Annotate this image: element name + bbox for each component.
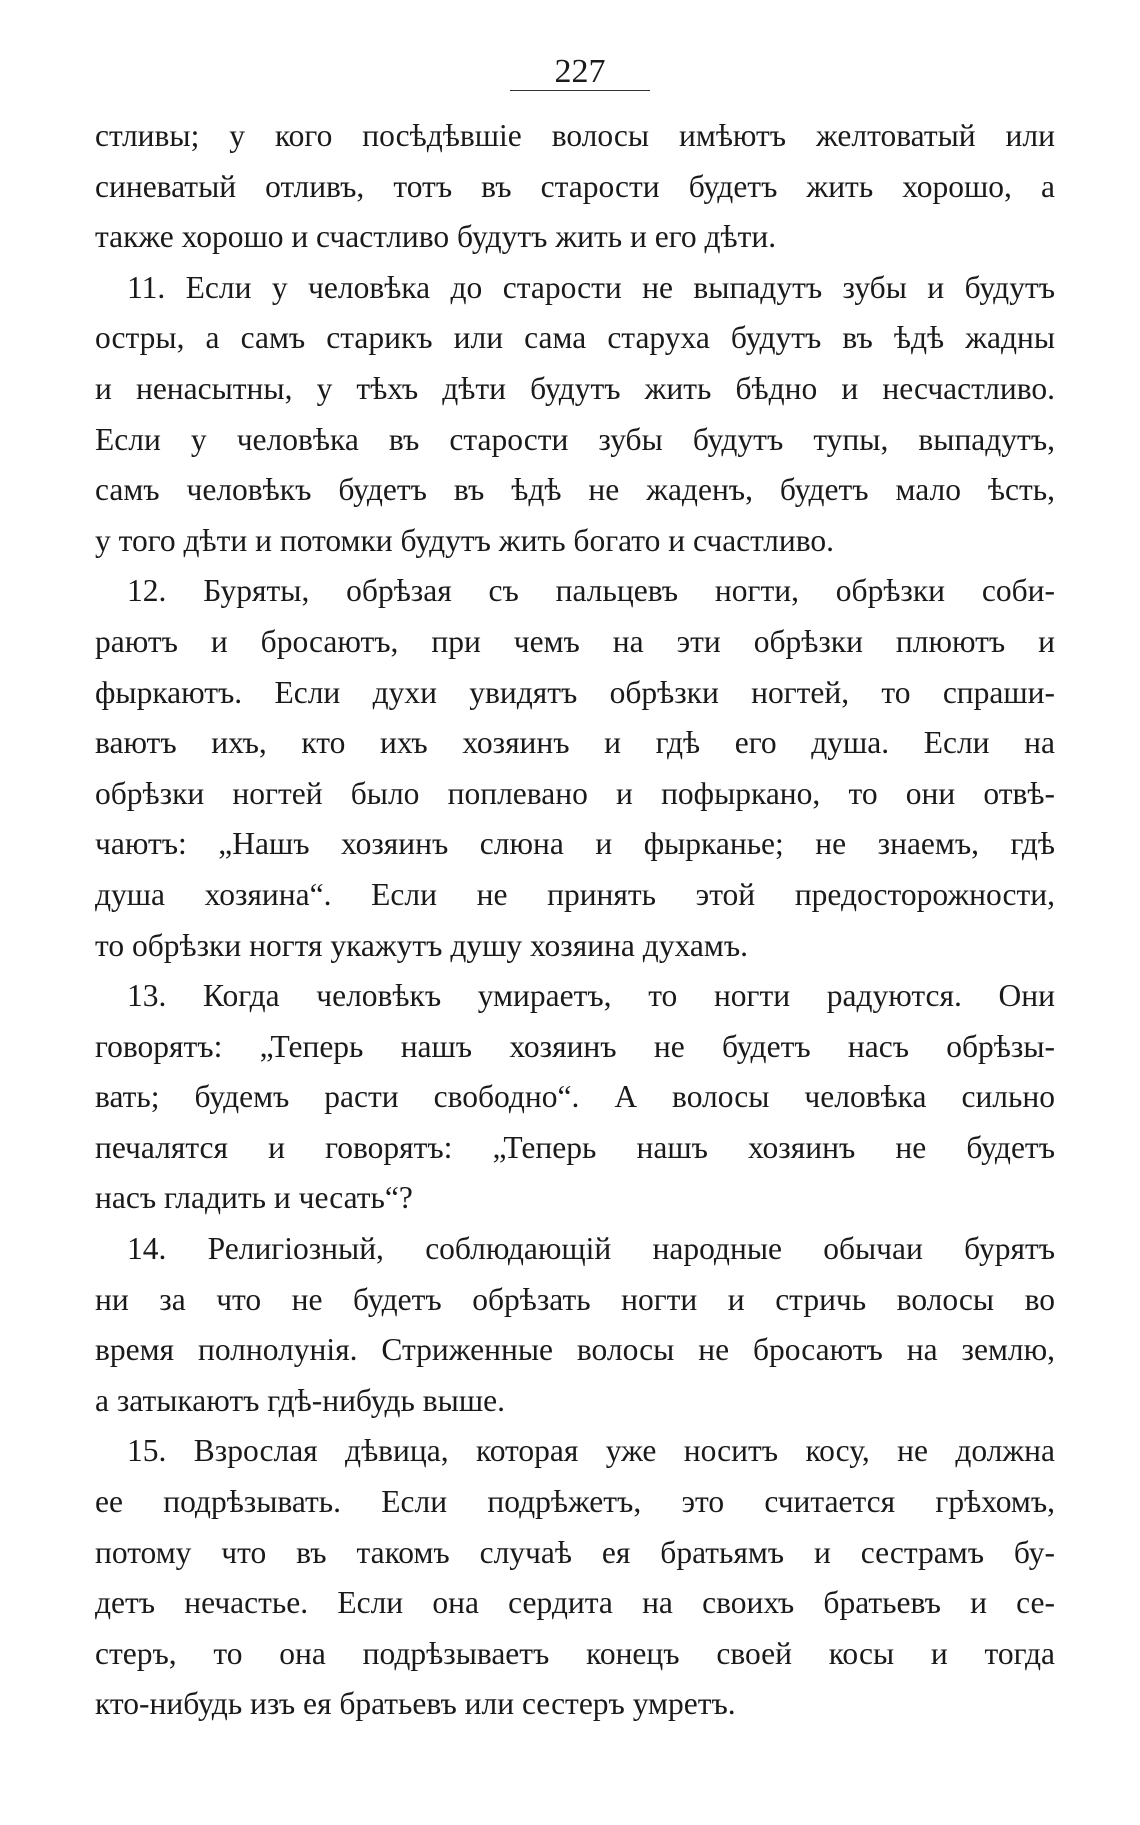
text-line: то обрѣзки ногтя укажутъ душу хозяина духамъ. [95, 927, 748, 963]
text-line: чаютъ: „Нашъ хозяинъ слюна и фырканье; не знаемъ, гдѣ [95, 826, 1055, 862]
text-line: у того дѣти и потомки будутъ жить богато и счастливо. [95, 522, 835, 558]
text-line: детъ нечастье. Если она сердита на своихъ братьевъ и се- [95, 1585, 1055, 1621]
text-line: ее подрѣзывать. Если подрѣжетъ, это считается грѣхомъ, [95, 1484, 1055, 1520]
page-number-rule [510, 90, 650, 91]
text-line: вать; будемъ расти свободно“. А волосы человѣка сильно [95, 1079, 1055, 1115]
text-line: 12. Буряты, обрѣзая съ пальцевъ ногти, обрѣзки соби- [127, 573, 1055, 609]
text-line: также хорошо и счастливо будутъ жить и его дѣти. [95, 219, 777, 255]
text-line: самъ человѣкъ будетъ въ ѣдѣ не жаденъ, будетъ мало ѣсть, [95, 472, 1055, 508]
text-line: фыркаютъ. Если духи увидятъ обрѣзки ногтей, то спраши- [95, 674, 1055, 710]
text-line: печалятся и говорятъ: „Теперь нашъ хозяинъ не будетъ [95, 1129, 1055, 1165]
text-line: насъ гладить и чесать“? [95, 1180, 413, 1216]
text-line: а затыкаютъ гдѣ-нибудь выше. [95, 1382, 505, 1418]
text-line: 15. Взрослая дѣвица, которая уже носитъ косу, не должна [127, 1433, 1055, 1469]
text-line: обрѣзки ногтей было поплевано и пофыркано, то они отвѣ- [95, 775, 1055, 811]
text-line: стливы; у кого посѣдѣвшіе волосы имѣютъ желтоватый или [95, 118, 1055, 153]
text-line: Если у человѣка въ старости зубы будутъ тупы, выпадутъ, [95, 421, 1055, 457]
text-line: говорятъ: „Теперь нашъ хозяинъ не будетъ насъ обрѣзы- [95, 1028, 1055, 1064]
text-line: 14. Религіозный, соблюдающій народные обычаи бурятъ [127, 1231, 1055, 1267]
text-line: стеръ, то она подрѣзываетъ конецъ своей косы и тогда [95, 1635, 1055, 1671]
text-line: и ненасытны, у тѣхъ дѣти будутъ жить бѣдно и несчастливо. [95, 370, 1055, 406]
page-number-text: 227 [554, 53, 606, 90]
text-line: ваютъ ихъ, кто ихъ хозяинъ и гдѣ его душа. Если на [95, 725, 1055, 761]
text-line: ни за что не будетъ обрѣзать ногти и стричь волосы во [95, 1281, 1055, 1317]
body-text [95, 111, 1055, 1730]
text-line: время полнолунія. Стриженные волосы не бросаютъ на землю, [95, 1332, 1055, 1368]
text-line: остры, а самъ старикъ или сама старуха будутъ въ ѣдѣ жадны [95, 320, 1055, 356]
text-line: душа хозяина“. Если не принять этой предосторожности, [95, 876, 1055, 912]
text-line: кто-нибудь изъ ея братьевъ или сестеръ умретъ. [95, 1686, 736, 1722]
text-line: 11. Если у человѣка до старости не выпадутъ зубы и будутъ [127, 269, 1055, 305]
text-line: потому что въ такомъ случаѣ ея братьямъ и сестрамъ бу- [95, 1534, 1055, 1570]
text-line: синеватый отливъ, тотъ въ старости будетъ жить хорошо, а [95, 168, 1055, 204]
page-number [105, 52, 1055, 91]
text-line: 13. Когда человѣкъ умираетъ, то ногти радуются. Они [127, 978, 1055, 1014]
text-line: раютъ и бросаютъ, при чемъ на эти обрѣзки плюютъ и [95, 623, 1055, 659]
